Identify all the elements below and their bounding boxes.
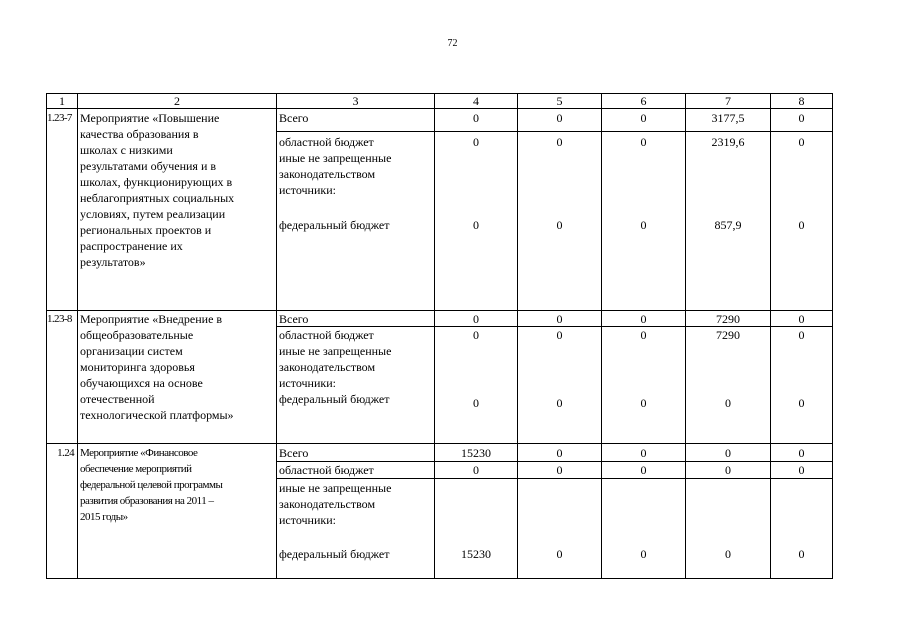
value-cell: 0 [640, 135, 647, 149]
value-cell: 0 [556, 111, 563, 125]
value-cell: 0 [473, 218, 479, 232]
value-cell: 0 [798, 328, 805, 342]
value-cell: 0 [798, 111, 805, 125]
value-cell: 0 [640, 328, 647, 342]
value-cell: 0 [640, 547, 647, 561]
value-cell: 0 [473, 463, 479, 477]
value-cell: 0 [556, 547, 563, 561]
value-cell: 0 [473, 312, 479, 326]
source-label: иные не запрещенные законодательством источники: [279, 481, 392, 527]
row-code: 1.24 [57, 447, 74, 459]
value-cell: 0 [640, 396, 647, 410]
row-name: Мероприятие «Повышение качества образования в школах с низкими результатами обучения и в школах, функционирующих в неблагоприятных социальных условиях, путем реализации региональных проектов и распространение их результатов» [80, 111, 235, 269]
value-cell: 0 [798, 312, 805, 326]
value-cell: 0 [725, 446, 731, 460]
value-cell: 3177,5 [711, 111, 745, 125]
value-cell: 0 [798, 396, 805, 410]
value-cell: 0 [640, 111, 647, 125]
value-cell: 0 [473, 111, 479, 125]
page-number: 72 [447, 38, 458, 49]
source-label: федеральный бюджет [279, 218, 390, 232]
header-cell: 3 [352, 94, 359, 108]
value-cell: 0 [798, 446, 805, 460]
row-name: Мероприятие «Внедрение в общеобразовательные организации систем мониторинга здоровья обучающихся на основе отечественной технологической платформы» [80, 312, 234, 422]
header-cell: 7 [725, 94, 731, 108]
header-cell: 1 [59, 94, 65, 108]
value-cell: 0 [798, 218, 805, 232]
value-cell: 0 [556, 328, 563, 342]
row-name: Мероприятие «Финансовое обеспечение мероприятий федеральной целевой программы развития образования на 2011 – 2015 годы» [80, 447, 223, 523]
header-cell: 4 [473, 94, 479, 108]
value-cell: 0 [798, 463, 805, 477]
value-cell: 0 [556, 463, 563, 477]
value-cell: 857,9 [714, 218, 742, 232]
value-cell: 0 [556, 135, 563, 149]
source-label: Всего [279, 111, 309, 125]
value-cell: 2319,6 [711, 135, 745, 149]
header-cell: 8 [798, 94, 805, 108]
value-cell: 0 [473, 328, 479, 342]
value-cell: 0 [556, 312, 563, 326]
value-cell: 0 [725, 463, 731, 477]
source-label: федеральный бюджет [279, 547, 390, 561]
source-label: Всего [279, 446, 309, 460]
source-label: Всего [279, 312, 309, 326]
value-cell: 0 [556, 396, 563, 410]
source-label: областной бюджет иные не запрещенные законодательством источники: [279, 135, 392, 197]
value-cell: 0 [556, 446, 563, 460]
value-cell: 0 [725, 547, 731, 561]
row-code: 1.23-8 [47, 313, 72, 325]
row-code: 1.23-7 [47, 112, 72, 124]
value-cell: 0 [473, 396, 479, 410]
value-cell: 15230 [461, 446, 491, 460]
value-cell: 0 [640, 218, 647, 232]
value-cell: 15230 [461, 547, 491, 561]
value-cell: 0 [640, 446, 647, 460]
value-cell: 0 [798, 547, 805, 561]
value-cell: 0 [556, 218, 563, 232]
value-cell: 7290 [716, 328, 740, 342]
value-cell: 0 [640, 312, 647, 326]
source-label: областной бюджет иные не запрещенные законодательством источники: федеральный бюджет [279, 328, 392, 406]
value-cell: 0 [798, 135, 805, 149]
value-cell: 0 [473, 135, 479, 149]
value-cell: 7290 [716, 312, 740, 326]
source-label: областной бюджет [279, 463, 374, 477]
header-cell: 5 [556, 94, 563, 108]
header-cell: 6 [640, 94, 647, 108]
value-cell: 0 [640, 463, 647, 477]
header-cell: 2 [174, 94, 180, 108]
value-cell: 0 [725, 396, 731, 410]
